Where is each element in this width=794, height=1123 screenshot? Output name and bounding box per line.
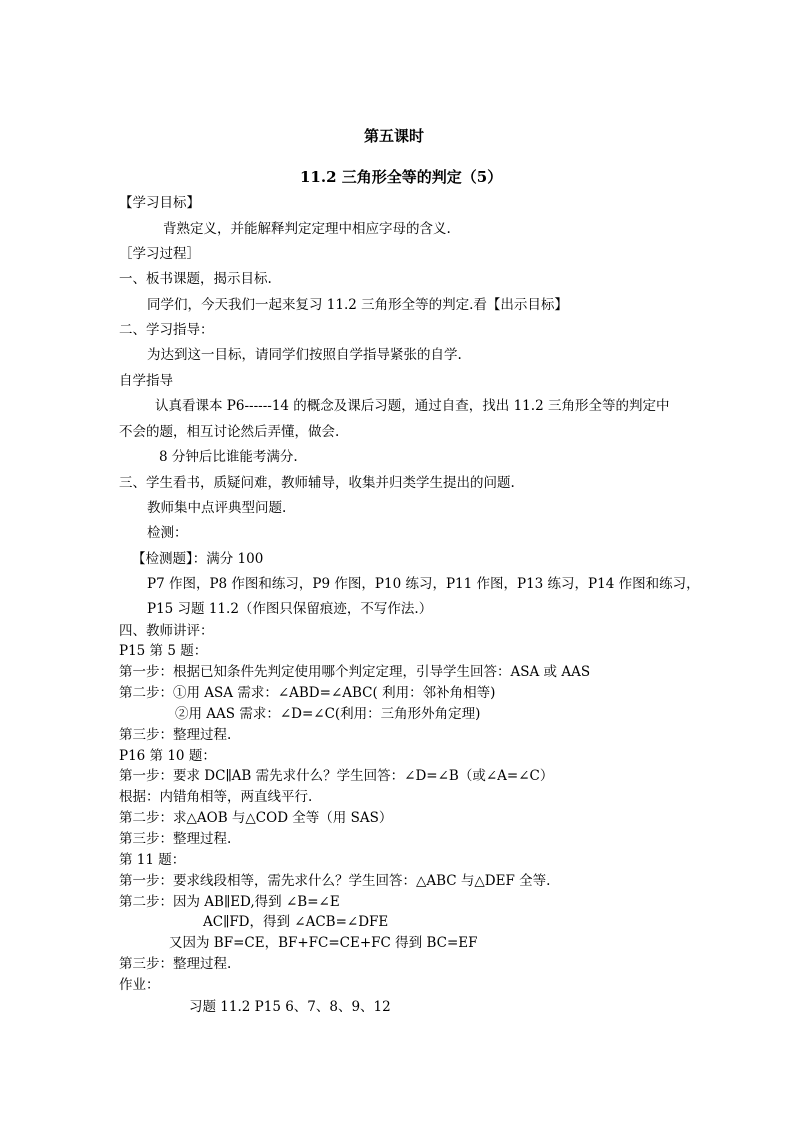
text-line: 8 分钟后比谁能考满分.: [159, 449, 298, 465]
section-heading-1: 一、板书课题，揭示目标.: [119, 271, 272, 287]
text-line: AC∥FD，得到 ∠ACB=∠DFE: [203, 914, 389, 930]
section-heading-3: 三、学生看书，质疑问难，教师辅导，收集并归类学生提出的问题.: [119, 475, 515, 491]
text-line: 同学们，今天我们一起来复习 11.2 三角形全等的判定.看【出示目标】: [147, 297, 568, 313]
text-line: 检测：: [147, 525, 188, 541]
text-line: P15 习题 11.2（作图只保留痕迹，不写作法.）: [147, 601, 433, 617]
text-line: 第二步：求△AOB 与△COD 全等（用 SAS）: [119, 810, 393, 826]
homework-text: 习题 11.2 P15 6、7、8、9、12: [189, 999, 391, 1015]
problem-heading: 第 11 题：: [119, 852, 186, 868]
text-line: 第三步：整理过程.: [119, 831, 232, 847]
text-line: 第二步：因为 AB∥ED,得到 ∠B=∠E: [119, 894, 340, 910]
section-heading-2: 二、学习指导：: [119, 322, 214, 338]
text-line: 第三步：整理过程.: [119, 727, 232, 743]
text-line: 又因为 BF=CE，BF+FC=CE+FC 得到 BC=EF: [169, 935, 478, 951]
homework-heading: 作业：: [119, 977, 160, 993]
section-heading-process: ［学习过程］: [119, 246, 200, 262]
problem-heading: P15 第 5 题：: [119, 643, 208, 659]
page-title: 第五课时: [364, 127, 425, 145]
text-line: 不会的题，相互讨论然后弄懂，做会.: [119, 424, 340, 440]
page-subtitle: 11.2 三角形全等的判定（5）: [300, 168, 503, 186]
text-line: ②用 AAS 需求：∠D=∠C(利用：三角形外角定理): [175, 706, 481, 722]
text-line: 第一步：要求 DC∥AB 需先求什么？学生回答：∠D=∠B（或∠A=∠C）: [119, 768, 554, 784]
text-line: 背熟定义，并能解释判定定理中相应字母的含义.: [163, 221, 451, 237]
text-line: 第一步：要求线段相等，需先求什么？学生回答：△ABC 与△DEF 全等.: [119, 873, 551, 889]
subheading-self-study: 自学指导: [119, 373, 173, 389]
text-line: 第二步：①用 ASA 需求：∠ABD=∠ABC( 利用：邻补角相等): [119, 685, 496, 701]
problem-heading: P16 第 10 题：: [119, 748, 216, 764]
text-line: 第三步：整理过程.: [119, 956, 232, 972]
text-line: 根据：内错角相等，两直线平行.: [119, 789, 313, 805]
section-heading-goals: 【学习目标】: [119, 195, 200, 211]
text-line: P7 作图，P8 作图和练习，P9 作图，P10 练习，P11 作图，P13 练习，P14 作图和练习，: [147, 576, 700, 592]
text-line: 第一步：根据已知条件先判定使用哪个判定定理，引导学生回答：ASA 或 AAS: [119, 664, 591, 680]
text-line: 认真看课本 P6------14 的概念及课后习题，通过自查，找出 11.2 三角形全等的判定中: [155, 398, 670, 414]
text-line: 教师集中点评典型问题.: [147, 500, 287, 516]
test-heading: 【检测题】：满分 100: [132, 551, 264, 567]
text-line: 为达到这一目标，请同学们按照自学指导紧张的自学.: [147, 347, 462, 363]
section-heading-4: 四、教师讲评：: [119, 623, 214, 639]
